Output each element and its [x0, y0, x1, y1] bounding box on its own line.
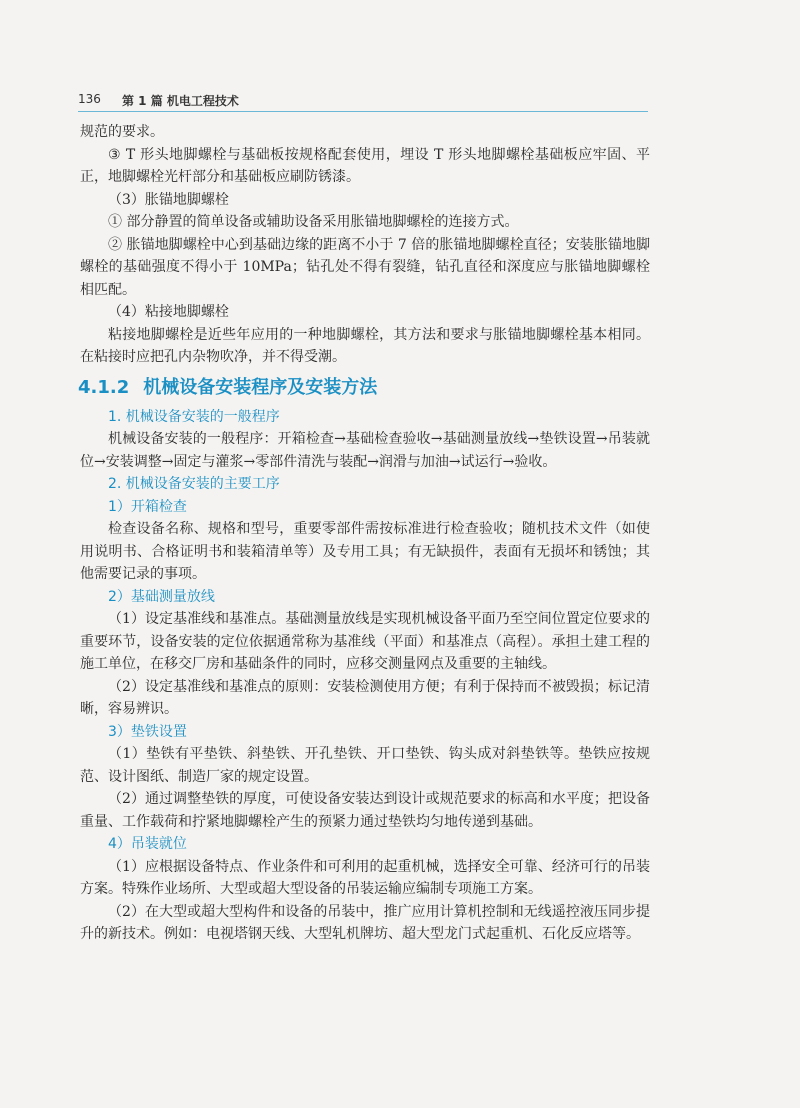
paragraph: （1）设定基准线和基准点。基础测量放线是实现机械设备平面乃至空间位置定位要求的重要环节，设备安装的定位依据通常称为基准线（平面）和基准点（高程）。承担土建工程的施工单位，在移交厂房和基础条件的同时，应移交测量网点及重要的主轴线。 [80, 611, 650, 672]
minor-heading: 4）吊装就位 [108, 836, 187, 852]
paragraph: ③ T 形头地脚螺栓与基础板按规格配套使用，埋设 T 形头地脚螺栓基础板应牢固、平正，地脚螺栓光杆部分和基础板应刷防锈漆。 [80, 146, 650, 185]
paragraph: 规范的要求。 [80, 124, 164, 140]
minor-heading: 3）垫铁设置 [108, 723, 187, 740]
subheading: 1. 机械设备安装的一般程序 [108, 408, 280, 425]
section-number: 4.1.2 [78, 376, 130, 398]
section-title: 机械设备安装程序及安装方法 [143, 376, 378, 398]
paragraph: ① 部分静置的简单设备或辅助设备采用胀锚地脚螺栓的连接方式。 [108, 214, 519, 230]
page-header [78, 90, 648, 112]
paragraph: （1）应根据设备特点、作业条件和可利用的起重机械，选择安全可靠、经济可行的吊装方案。特殊作业场所、大型或超大型设备的吊装运输应编制专项施工方案。 [80, 858, 650, 897]
minor-heading: 2）基础测量放线 [108, 588, 215, 605]
paragraph: （2）在大型或超大型构件和设备的吊装中，推广应用计算机控制和无线遥控液压同步提升的新技术。例如：电视塔钢天线、大型轧机牌坊、超大型龙门式起重机、石化反应塔等。 [80, 903, 650, 942]
section-heading [80, 376, 650, 400]
paragraph: （2）设定基准线和基准点的原则：安装检测使用方便；有利于保持而不被毁损；标记清晰，容易辨识。 [80, 678, 650, 717]
subheading: 2. 机械设备安装的主要工序 [108, 476, 280, 492]
paragraph: 粘接地脚螺栓是近些年应用的一种地脚螺栓，其方法和要求与胀锚地脚螺栓基本相同。在粘接时应把孔内杂物吹净，并不得受潮。 [80, 326, 650, 365]
subsection-label: （4）粘接地脚螺栓 [108, 304, 229, 320]
page-number: 136 [78, 92, 101, 106]
paragraph: ② 胀锚地脚螺栓中心到基础边缘的距离不小于 7 倍的胀锚地脚螺栓直径；安装胀锚地脚螺栓的基础强度不得小于 10MPa；钻孔处不得有裂缝，钻孔直径和深度应与胀锚地脚螺栓相匹配。 [80, 236, 650, 298]
subsection-label: （3）胀锚地脚螺栓 [108, 191, 229, 208]
header-rule [78, 111, 648, 112]
minor-heading: 1）开箱检查 [108, 498, 187, 515]
paragraph: （1）垫铁有平垫铁、斜垫铁、开孔垫铁、开口垫铁、钩头成对斜垫铁等。垫铁应按规范、设计图纸、制造厂家的规定设置。 [80, 746, 650, 785]
paragraph: 检查设备名称、规格和型号，重要零部件需按标准进行检查验收；随机技术文件（如使用说明书、合格证明书和装箱清单等）及专用工具；有无缺损件，表面有无损坏和锈蚀；其他需要记录的事项。 [80, 521, 650, 582]
chapter-title: 第 1 篇 机电工程技术 [122, 94, 239, 108]
paragraph: 机械设备安装的一般程序：开箱检查→基础检查验收→基础测量放线→垫铁设置→吊装就位→安装调整→固定与灌浆→零部件清洗与装配→润滑与加油→试运行→验收。 [80, 431, 650, 470]
page-body [80, 121, 650, 946]
paragraph: （2）通过调整垫铁的厚度，可使设备安装达到设计或规范要求的标高和水平度；把设备重量、工作载荷和拧紧地脚螺栓产生的预紧力通过垫铁均匀地传递到基础。 [80, 791, 650, 830]
